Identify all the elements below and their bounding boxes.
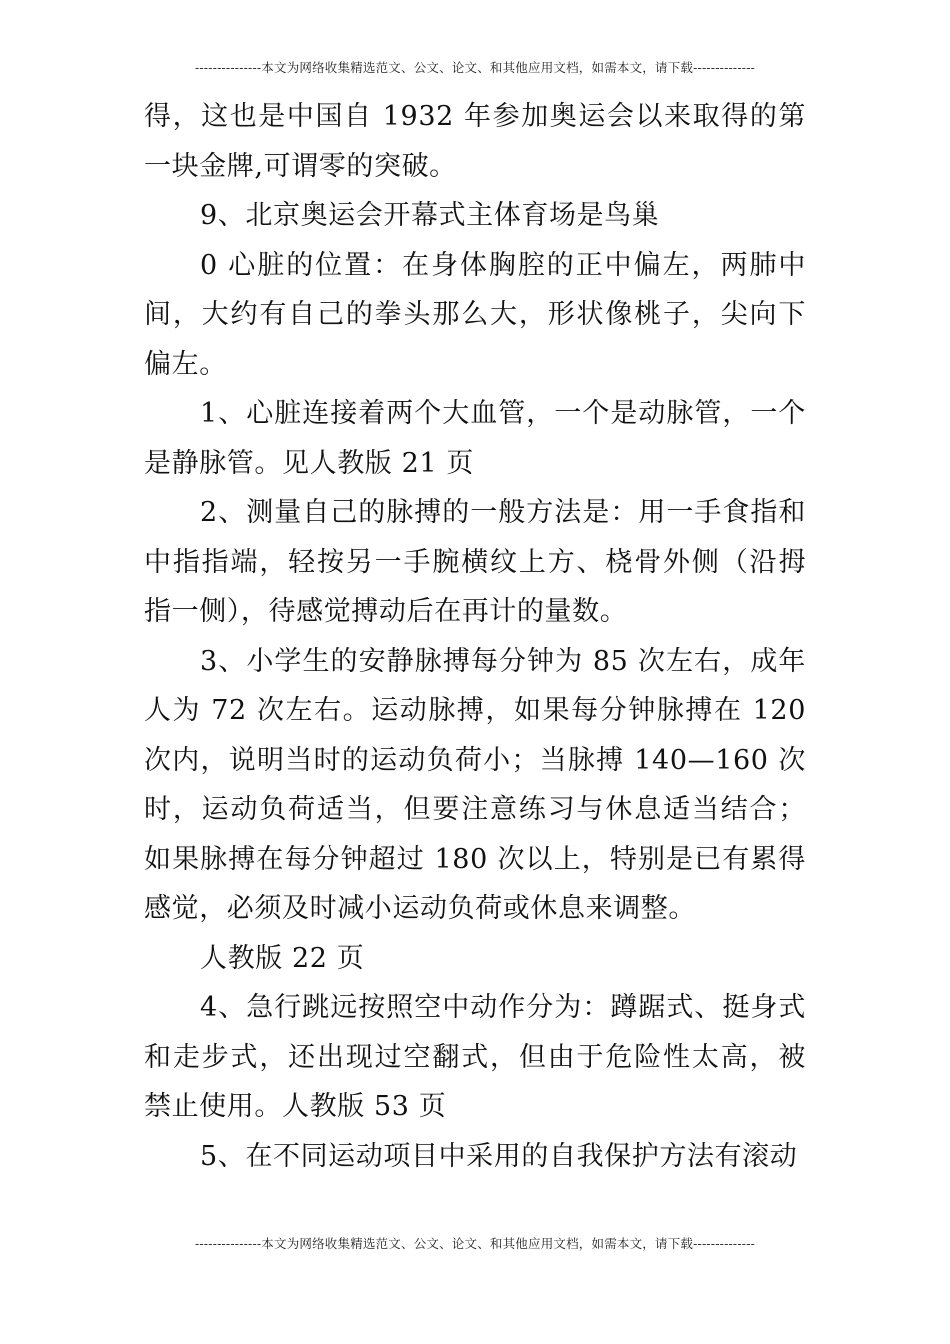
document-body [144,92,806,1181]
paragraph-item-5: 5、在不同运动项目中采用的自我保护方法有滚动 [200,1140,798,1172]
paragraph-item-1: 1、心脏连接着两个大血管，一个是动脉管，一个是静脉管。见人教版 21 页 [144,398,806,479]
paragraph-item-9: 9、北京奥运会开幕式主体育场是鸟巢 [200,200,660,231]
paragraph-item-0: 0 心脏的位置：在身体胸腔的正中偏左，两肺中间，大约有自己的拳头那么大，形状像桃子，尖向下偏左。 [144,249,806,380]
paragraph-continuation: 得，这也是中国自 1932 年参加奥运会以来取得的第一块金牌,可谓零的突破。 [144,101,806,182]
paragraph-reference: 人教版 22 页 [200,942,365,974]
paragraph-item-3: 3、小学生的安静脉搏每分钟为 85 次左右，成年人为 72 次左右。运动脉搏，如果每分钟脉搏在 120 次内，说明当时的运动负荷小；当脉搏 140—160 次时，运动负荷适当，但要注意练习与休息适当结合；如果脉搏在每分钟超过 180 次以上，特别是已有累得感觉，必须及时减小运动负荷或休息来调整。 [144,645,806,924]
footer-banner: ---------------本文为网络收集精选范文、公文、论文、和其他应用文档，如需本文，请下载-------------- [194,1236,756,1251]
paragraph-item-4: 4、急行跳远按照空中动作分为：蹲踞式、挺身式和走步式，还出现过空翻式，但由于危险性太高，被禁止使用。人教版 53 页 [144,992,806,1122]
header-banner: ---------------本文为网络收集精选范文、公文、论文、和其他应用文档，如需本文，请下载-------------- [194,60,756,75]
paragraph-item-2: 2、测量自己的脉搏的一般方法是：用一手食指和中指指端，轻按另一手腕横纹上方、桡骨外侧（沿拇指一侧），待感觉搏动后在再计的量数。 [144,497,806,627]
